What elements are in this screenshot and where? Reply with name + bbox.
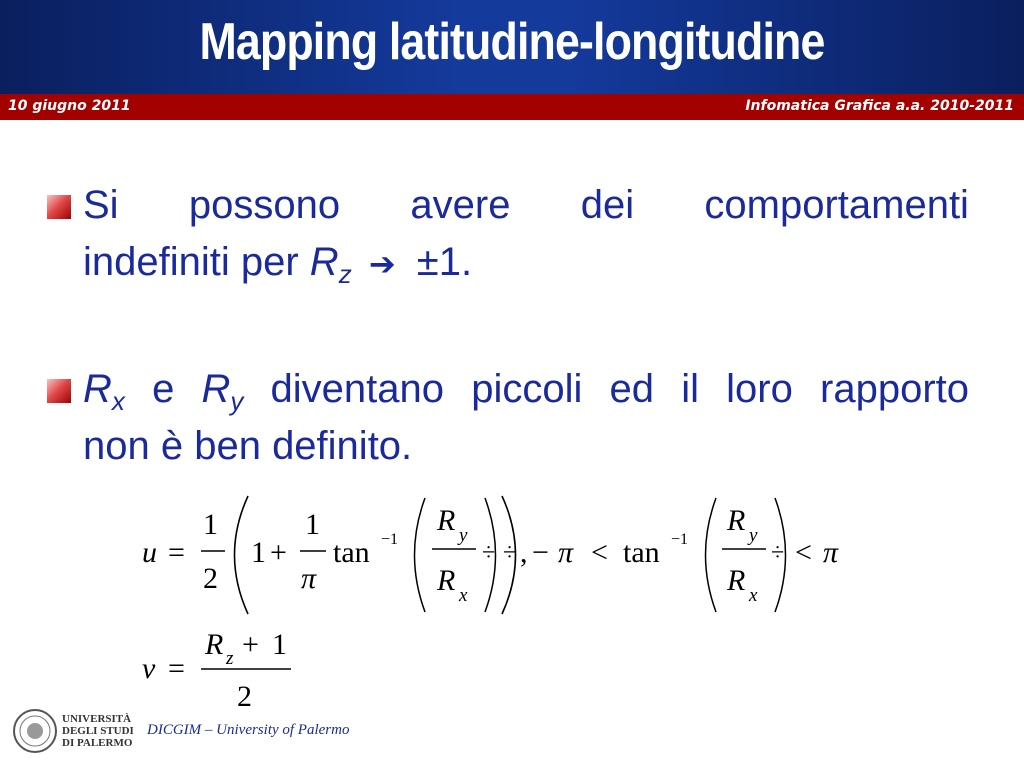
eq-v-lhs: v: [142, 652, 156, 685]
footer-text: DICGIM – University of Palermo: [147, 722, 350, 738]
svg-text:−: −: [532, 536, 549, 569]
svg-text:1: 1: [272, 628, 287, 661]
university-seal-icon: [12, 708, 58, 754]
bullet-2-line-1: $R_x$ e $R_y$ diventano piccoli ed il loro rapporto: [83, 367, 970, 416]
svg-text:π: π: [301, 562, 317, 595]
svg-text:z: z: [226, 648, 234, 669]
svg-text:x: x: [749, 585, 758, 606]
svg-text:R: R: [205, 628, 224, 661]
bullet-1-line-1: Si possono avere dei comportamenti: [83, 183, 969, 227]
slide-title: Mapping latitudine-longitudine: [199, 13, 825, 71]
svg-text:=: =: [168, 652, 185, 685]
svg-text:1: 1: [203, 508, 218, 541]
svg-text:÷: ÷: [482, 540, 496, 566]
svg-text:÷: ÷: [503, 540, 517, 566]
svg-text:+: +: [270, 536, 287, 569]
eq-u-lhs: u: [142, 536, 157, 569]
bullet-2-line-2: non è ben definito.: [83, 424, 413, 468]
svg-text:tan: tan: [623, 536, 660, 569]
svg-text:÷: ÷: [771, 540, 785, 566]
equation-v: [142, 628, 291, 713]
svg-text:1: 1: [305, 508, 320, 541]
bullet-1-line-2: indefiniti per $R_z$ ➔ ±1.: [83, 240, 473, 289]
svg-text:tan: tan: [333, 536, 370, 569]
svg-text:,: ,: [520, 536, 528, 569]
svg-text:R: R: [437, 504, 456, 537]
svg-text:<: <: [795, 536, 812, 569]
svg-text:y: y: [749, 525, 758, 546]
course-name: Infomatica Grafica a.a. 2010-2011: [745, 98, 1014, 114]
svg-text:π: π: [558, 536, 574, 569]
svg-text:=: =: [168, 536, 185, 569]
svg-text:1: 1: [251, 536, 266, 569]
svg-text:y: y: [459, 525, 468, 546]
svg-text:R: R: [727, 504, 746, 537]
svg-text:−1: −1: [671, 531, 689, 548]
svg-text:<: <: [591, 536, 608, 569]
svg-text:R: R: [437, 564, 456, 597]
svg-text:R: R: [727, 564, 746, 597]
svg-text:−1: −1: [381, 531, 399, 548]
svg-text:2: 2: [237, 680, 252, 713]
svg-text:+: +: [242, 628, 259, 661]
svg-text:x: x: [459, 585, 468, 606]
university-logo-text: UNIVERSITÀ DEGLI STUDI DI PALERMO: [62, 713, 134, 749]
svg-text:π: π: [823, 536, 839, 569]
svg-text:2: 2: [203, 562, 218, 595]
equation-u: [142, 496, 839, 614]
slide-date: 10 giugno 2011: [8, 98, 131, 114]
arrow-icon: ➔: [368, 245, 396, 283]
plus-minus-sign: ±: [416, 240, 439, 284]
